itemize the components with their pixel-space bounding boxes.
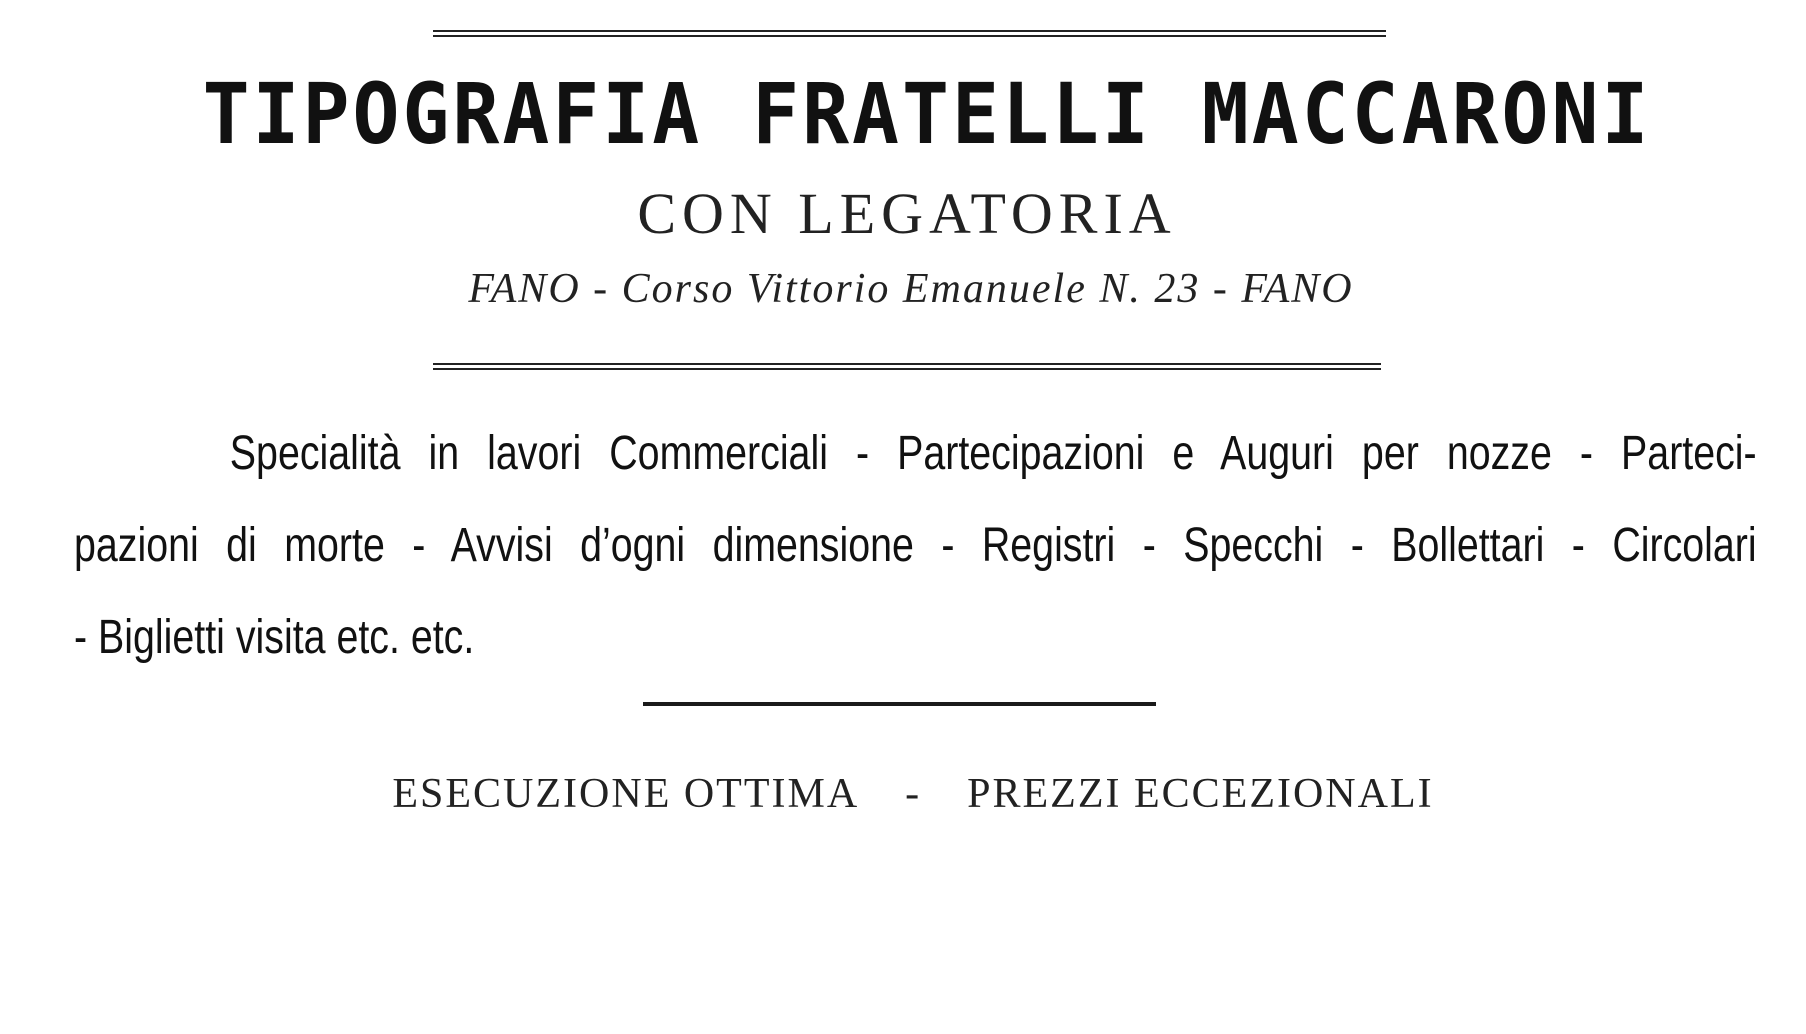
section-divider <box>643 702 1156 706</box>
company-address: FANO - Corso Vittorio Emanuele N. 23 - FANO <box>468 266 1354 312</box>
tagline-prices: PREZZI ECCEZIONALI <box>967 771 1434 817</box>
services-line: Specialità in lavori Commerciali - Partecipazioni e Auguri per nozze - Parteci- <box>229 427 1757 480</box>
middle-double-rule <box>433 363 1381 370</box>
top-double-rule <box>433 30 1386 37</box>
services-line: pazioni di morte - Avvisi d’ogni dimensione - Registri - Specchi - Bollettari - Circolari <box>74 519 1757 572</box>
services-line: - Biglietti visita etc. etc. <box>74 611 475 664</box>
company-title: TIPOGRAFIA FRATELLI MACCARONI <box>202 66 1652 164</box>
tagline-separator: - <box>905 771 922 817</box>
tagline-quality: ESECUZIONE OTTIMA <box>392 771 860 817</box>
company-subtitle: CON LEGATORIA <box>637 181 1177 246</box>
tagline <box>10 770 1806 818</box>
services-paragraph <box>74 408 1756 684</box>
